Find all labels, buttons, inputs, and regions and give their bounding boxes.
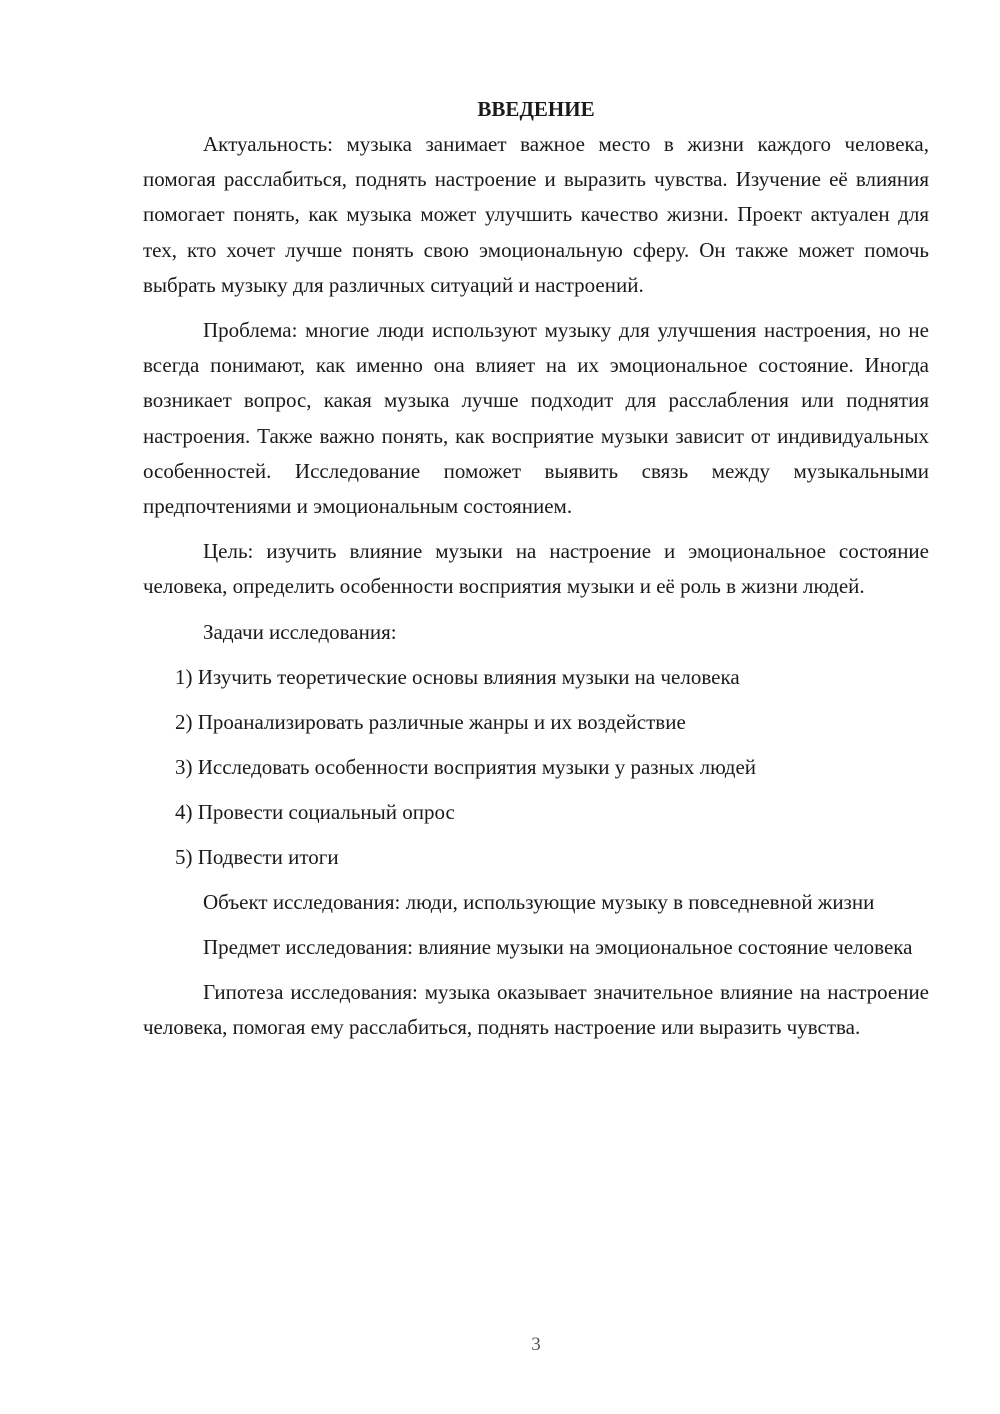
tasks-list — [143, 660, 929, 875]
section-title: ВВЕДЕНИЕ — [477, 97, 595, 121]
task-item: 2) Проанализировать различные жанры и их воздействие — [175, 709, 686, 734]
task-item: 1) Изучить теоретические основы влияния музыки на человека — [175, 664, 740, 689]
problem-paragraph: Проблема: многие люди используют музыку для улучшения настроения, но не всегда понимают, как именно она влияет на их эмоциональное состояние. Иногда возникает вопрос, какая музыка лучше подходит для расслабления или поднятия настроения. Также важно понять, как восприятие музыки зависит от индивидуальных особенностей. Исследование поможет выявить связь между музыкальными предпочтениями и эмоциональным состоянием. — [143, 318, 929, 519]
page-number: 3 — [531, 1334, 541, 1355]
task-item: 3) Исследовать особенности восприятия музыки у разных людей — [175, 754, 757, 779]
hypothesis-paragraph: Гипотеза исследования: музыка оказывает значительное влияние на настроение человека, помогая ему расслабиться, поднять настроение или выразить чувства. — [143, 980, 929, 1040]
document-page — [143, 92, 929, 1045]
relevance-paragraph: Актуальность: музыка занимает важное место в жизни каждого человека, помогая расслабиться, поднять настроение и выразить чувства. Изучение её влияния помогает понять, как музыка может улучшить качество жизни. Проект актуален для тех, кто хочет лучше понять свою эмоциональную сферу. Он также может помочь выбрать музыку для различных ситуаций и настроений. — [143, 132, 929, 297]
tasks-heading: Задачи исследования: — [203, 619, 397, 644]
goal-paragraph: Цель: изучить влияние музыки на настроение и эмоциональное состояние человека, определить особенности восприятия музыки и её роль в жизни людей. — [143, 539, 929, 599]
subject-paragraph: Предмет исследования: влияние музыки на эмоциональное состояние человека — [203, 934, 913, 959]
object-paragraph: Объект исследования: люди, использующие музыку в повседневной жизни — [203, 889, 875, 914]
task-item: 4) Провести социальный опрос — [175, 799, 455, 824]
task-item: 5) Подвести итоги — [175, 844, 339, 869]
